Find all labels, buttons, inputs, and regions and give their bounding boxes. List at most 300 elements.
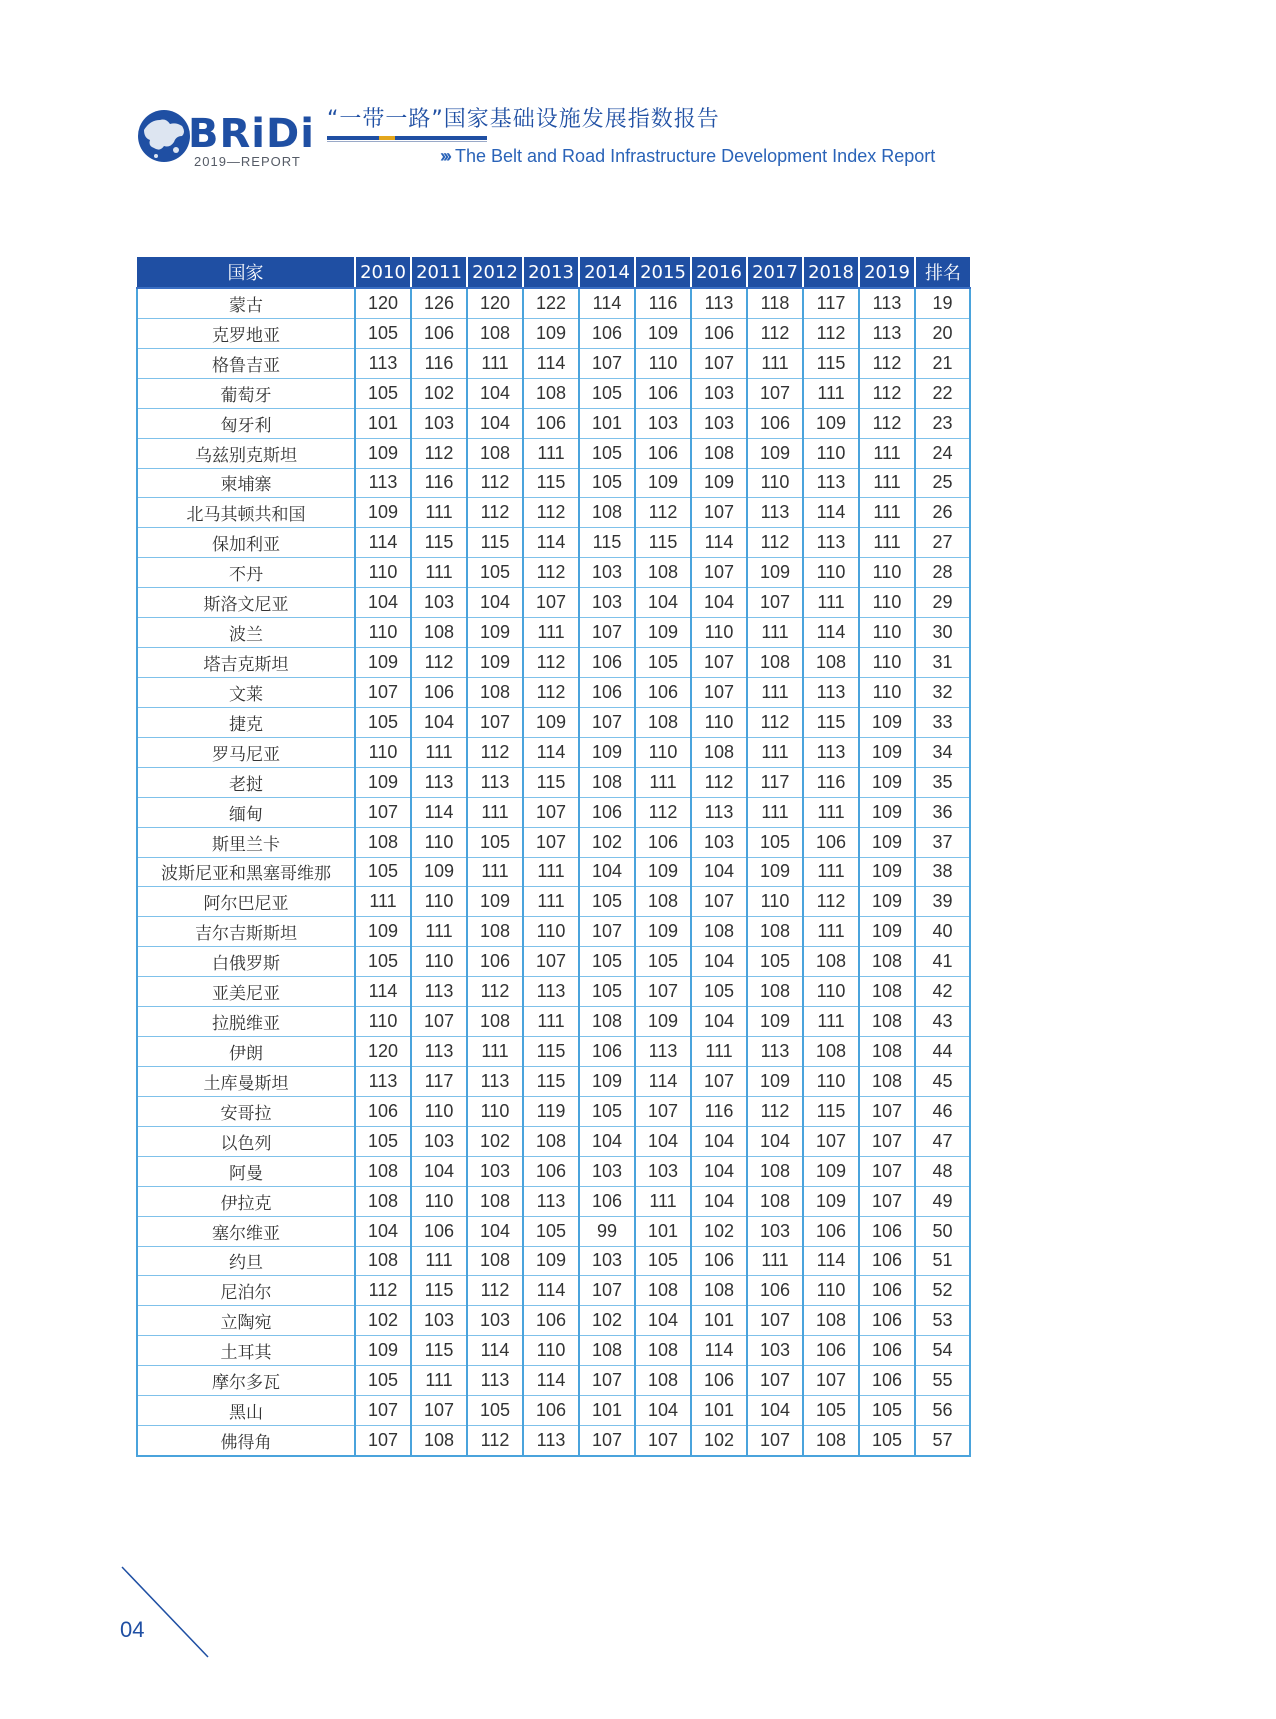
cell-score: 109 (747, 857, 803, 887)
cell-score: 110 (803, 438, 859, 468)
cell-rank: 28 (915, 558, 970, 588)
cell-score: 103 (747, 1216, 803, 1246)
cell-score: 112 (355, 1276, 411, 1306)
cell-score: 104 (691, 947, 747, 977)
cell-score: 107 (635, 1096, 691, 1126)
cell-rank: 51 (915, 1246, 970, 1276)
cell-score: 116 (803, 767, 859, 797)
cell-score: 111 (411, 917, 467, 947)
cell-score: 104 (355, 588, 411, 618)
cell-score: 103 (579, 1246, 635, 1276)
cell-score: 107 (859, 1186, 915, 1216)
cell-score: 111 (859, 438, 915, 468)
cell-score: 108 (635, 887, 691, 917)
cell-score: 114 (803, 498, 859, 528)
cell-score: 109 (467, 887, 523, 917)
table-row (137, 1186, 970, 1216)
cell-score: 114 (691, 1336, 747, 1366)
cell-score: 105 (355, 1366, 411, 1396)
cell-score: 109 (859, 857, 915, 887)
cell-score: 109 (803, 408, 859, 438)
cell-score: 111 (411, 1366, 467, 1396)
cell-country: 白俄罗斯 (137, 947, 355, 977)
table-row (137, 1007, 970, 1037)
cell-score: 103 (411, 408, 467, 438)
cell-score: 108 (467, 677, 523, 707)
cell-score: 108 (747, 648, 803, 678)
cell-score: 105 (859, 1396, 915, 1426)
cell-score: 109 (859, 917, 915, 947)
cell-country: 保加利亚 (137, 528, 355, 558)
cell-score: 110 (411, 1186, 467, 1216)
cell-score: 111 (859, 528, 915, 558)
cell-rank: 52 (915, 1276, 970, 1306)
cell-rank: 24 (915, 438, 970, 468)
cell-score: 109 (355, 917, 411, 947)
cell-score: 104 (579, 857, 635, 887)
cell-score: 106 (803, 1336, 859, 1366)
cell-score: 115 (523, 1037, 579, 1067)
cell-score: 107 (691, 677, 747, 707)
cell-score: 106 (859, 1246, 915, 1276)
cell-score: 106 (355, 1096, 411, 1126)
cell-score: 101 (355, 408, 411, 438)
cell-score: 102 (691, 1426, 747, 1456)
cell-score: 110 (691, 618, 747, 648)
cell-score: 110 (523, 1336, 579, 1366)
cell-rank: 44 (915, 1037, 970, 1067)
page-number: 04 (120, 1617, 145, 1642)
cell-score: 112 (467, 498, 523, 528)
cell-rank: 19 (915, 288, 970, 318)
column-header-year: 2012 (467, 257, 523, 288)
cell-score: 114 (635, 1066, 691, 1096)
cell-score: 109 (411, 857, 467, 887)
cell-score: 104 (635, 1306, 691, 1336)
cell-score: 105 (635, 648, 691, 678)
cell-score: 113 (635, 1037, 691, 1067)
cell-score: 111 (523, 618, 579, 648)
cell-score: 113 (859, 318, 915, 348)
cell-score: 107 (579, 1426, 635, 1456)
cell-score: 112 (411, 438, 467, 468)
cell-score: 111 (411, 558, 467, 588)
cell-rank: 22 (915, 378, 970, 408)
cell-score: 108 (691, 1276, 747, 1306)
cell-score: 114 (355, 977, 411, 1007)
cell-score: 104 (747, 1126, 803, 1156)
cell-score: 114 (523, 1276, 579, 1306)
cell-score: 112 (523, 677, 579, 707)
cell-score: 115 (579, 528, 635, 558)
cell-score: 99 (579, 1216, 635, 1246)
cell-score: 108 (411, 1426, 467, 1456)
table-row (137, 588, 970, 618)
cell-score: 104 (467, 378, 523, 408)
cell-score: 103 (579, 558, 635, 588)
cell-score: 115 (411, 1336, 467, 1366)
cell-score: 110 (803, 558, 859, 588)
cell-score: 104 (635, 1126, 691, 1156)
cell-score: 107 (355, 1396, 411, 1426)
cell-rank: 41 (915, 947, 970, 977)
cell-score: 112 (411, 648, 467, 678)
index-table (136, 257, 971, 1457)
table-row (137, 737, 970, 767)
cell-score: 110 (803, 1276, 859, 1306)
cell-country: 尼泊尔 (137, 1276, 355, 1306)
cell-score: 105 (467, 827, 523, 857)
cell-score: 110 (859, 677, 915, 707)
cell-score: 109 (355, 648, 411, 678)
cell-score: 103 (411, 1126, 467, 1156)
cell-country: 佛得角 (137, 1426, 355, 1456)
cell-score: 101 (635, 1216, 691, 1246)
cell-score: 112 (467, 737, 523, 767)
cell-score: 107 (523, 827, 579, 857)
cell-score: 107 (747, 1306, 803, 1336)
cell-score: 106 (467, 947, 523, 977)
cell-score: 107 (523, 947, 579, 977)
cell-country: 罗马尼亚 (137, 737, 355, 767)
table-body (137, 288, 970, 1456)
cell-country: 黑山 (137, 1396, 355, 1426)
cell-score: 104 (691, 1186, 747, 1216)
cell-score: 106 (859, 1336, 915, 1366)
cell-score: 112 (467, 1426, 523, 1456)
cell-score: 120 (355, 288, 411, 318)
title-underline (327, 136, 487, 140)
cell-score: 107 (691, 1066, 747, 1096)
cell-country: 亚美尼亚 (137, 977, 355, 1007)
cell-score: 110 (803, 977, 859, 1007)
cell-rank: 55 (915, 1366, 970, 1396)
cell-score: 111 (523, 887, 579, 917)
cell-score: 113 (803, 737, 859, 767)
cell-score: 114 (523, 528, 579, 558)
cell-rank: 38 (915, 857, 970, 887)
cell-score: 104 (635, 588, 691, 618)
cell-score: 112 (523, 648, 579, 678)
cell-country: 伊拉克 (137, 1186, 355, 1216)
cell-score: 113 (523, 1426, 579, 1456)
cell-score: 111 (747, 797, 803, 827)
report-title-en (440, 146, 935, 167)
cell-score: 110 (859, 648, 915, 678)
cell-score: 109 (803, 1186, 859, 1216)
cell-score: 103 (579, 1156, 635, 1186)
cell-rank: 26 (915, 498, 970, 528)
cell-score: 108 (859, 977, 915, 1007)
cell-rank: 50 (915, 1216, 970, 1246)
cell-score: 103 (411, 1306, 467, 1336)
table-row (137, 378, 970, 408)
cell-score: 104 (467, 1216, 523, 1246)
cell-score: 108 (579, 498, 635, 528)
cell-score: 113 (411, 1037, 467, 1067)
cell-score: 110 (355, 1007, 411, 1037)
column-header-year: 2015 (635, 257, 691, 288)
cell-score: 113 (355, 1066, 411, 1096)
cell-score: 103 (467, 1156, 523, 1186)
cell-score: 102 (355, 1306, 411, 1336)
cell-score: 107 (579, 1276, 635, 1306)
cell-score: 103 (467, 1306, 523, 1336)
table-row (137, 1276, 970, 1306)
cell-score: 106 (691, 1366, 747, 1396)
cell-score: 108 (411, 618, 467, 648)
cell-score: 116 (635, 288, 691, 318)
cell-score: 106 (523, 1396, 579, 1426)
cell-score: 104 (411, 1156, 467, 1186)
cell-score: 107 (411, 1396, 467, 1426)
cell-score: 102 (467, 1126, 523, 1156)
table-row (137, 677, 970, 707)
cell-score: 106 (691, 1246, 747, 1276)
cell-score: 108 (803, 1306, 859, 1336)
cell-score: 107 (691, 887, 747, 917)
cell-score: 104 (691, 588, 747, 618)
cell-score: 105 (355, 318, 411, 348)
table-row (137, 438, 970, 468)
cell-score: 111 (355, 887, 411, 917)
cell-country: 文莱 (137, 677, 355, 707)
cell-rank: 57 (915, 1426, 970, 1456)
column-header-year: 2014 (579, 257, 635, 288)
cell-score: 113 (355, 348, 411, 378)
cell-country: 土耳其 (137, 1336, 355, 1366)
column-header-year: 2010 (355, 257, 411, 288)
cell-score: 109 (355, 498, 411, 528)
cell-score: 115 (467, 528, 523, 558)
cell-score: 126 (411, 288, 467, 318)
column-header-year: 2017 (747, 257, 803, 288)
cell-score: 102 (411, 378, 467, 408)
cell-score: 107 (691, 498, 747, 528)
cell-score: 106 (579, 797, 635, 827)
cell-score: 114 (411, 797, 467, 827)
cell-score: 108 (691, 737, 747, 767)
title-divider (327, 141, 487, 142)
cell-score: 108 (523, 378, 579, 408)
column-header-year: 2016 (691, 257, 747, 288)
cell-country: 摩尔多瓦 (137, 1366, 355, 1396)
cell-score: 113 (355, 468, 411, 498)
cell-score: 122 (523, 288, 579, 318)
table-row (137, 648, 970, 678)
cell-score: 113 (803, 528, 859, 558)
cell-score: 107 (803, 1126, 859, 1156)
cell-score: 111 (635, 767, 691, 797)
cell-score: 113 (523, 977, 579, 1007)
cell-score: 111 (467, 348, 523, 378)
cell-rank: 30 (915, 618, 970, 648)
cell-score: 117 (803, 288, 859, 318)
cell-score: 107 (747, 1366, 803, 1396)
cell-score: 111 (859, 498, 915, 528)
cell-score: 114 (467, 1336, 523, 1366)
cell-score: 109 (859, 887, 915, 917)
cell-score: 109 (579, 737, 635, 767)
cell-score: 102 (579, 827, 635, 857)
logo-subtitle: 2019—REPORT (194, 154, 301, 169)
cell-score: 111 (803, 917, 859, 947)
table-row (137, 977, 970, 1007)
cell-rank: 46 (915, 1096, 970, 1126)
column-header-country: 国家 (137, 257, 355, 288)
cell-score: 115 (523, 767, 579, 797)
cell-score: 108 (803, 1037, 859, 1067)
cell-score: 103 (691, 827, 747, 857)
cell-score: 105 (579, 887, 635, 917)
table-row (137, 887, 970, 917)
cell-rank: 32 (915, 677, 970, 707)
table-header-row (137, 257, 970, 288)
cell-score: 111 (523, 857, 579, 887)
cell-score: 107 (859, 1126, 915, 1156)
cell-score: 108 (355, 827, 411, 857)
cell-country: 安哥拉 (137, 1096, 355, 1126)
cell-country: 斯里兰卡 (137, 827, 355, 857)
cell-score: 109 (859, 767, 915, 797)
column-header-rank: 排名 (915, 257, 970, 288)
cell-score: 108 (355, 1246, 411, 1276)
cell-score: 109 (747, 558, 803, 588)
cell-score: 111 (859, 468, 915, 498)
cell-score: 109 (467, 618, 523, 648)
cell-rank: 33 (915, 707, 970, 737)
cell-score: 111 (747, 348, 803, 378)
cell-country: 波斯尼亚和黑塞哥维那 (137, 857, 355, 887)
cell-score: 114 (803, 618, 859, 648)
cell-score: 108 (691, 917, 747, 947)
cell-score: 105 (579, 438, 635, 468)
cell-country: 缅甸 (137, 797, 355, 827)
cell-score: 109 (635, 917, 691, 947)
cell-score: 110 (411, 887, 467, 917)
cell-score: 105 (859, 1426, 915, 1456)
cell-score: 102 (691, 1216, 747, 1246)
cell-score: 109 (523, 1246, 579, 1276)
cell-score: 109 (635, 1007, 691, 1037)
table-row (137, 1306, 970, 1336)
cell-country: 土库曼斯坦 (137, 1066, 355, 1096)
cell-score: 107 (691, 348, 747, 378)
cell-score: 114 (579, 288, 635, 318)
cell-rank: 35 (915, 767, 970, 797)
cell-country: 立陶宛 (137, 1306, 355, 1336)
cell-score: 106 (859, 1276, 915, 1306)
cell-score: 108 (747, 977, 803, 1007)
cell-score: 118 (747, 288, 803, 318)
cell-country: 格鲁吉亚 (137, 348, 355, 378)
cell-score: 111 (467, 797, 523, 827)
cell-score: 107 (747, 1426, 803, 1456)
cell-rank: 25 (915, 468, 970, 498)
cell-score: 113 (411, 767, 467, 797)
cell-country: 以色列 (137, 1126, 355, 1156)
cell-score: 108 (635, 1366, 691, 1396)
cell-score: 106 (859, 1216, 915, 1246)
cell-score: 111 (635, 1186, 691, 1216)
cell-score: 115 (803, 1096, 859, 1126)
cell-score: 105 (355, 947, 411, 977)
cell-score: 101 (691, 1396, 747, 1426)
cell-score: 112 (859, 348, 915, 378)
cell-score: 105 (747, 947, 803, 977)
cell-score: 106 (635, 438, 691, 468)
cell-score: 106 (523, 408, 579, 438)
cell-score: 111 (467, 1037, 523, 1067)
cell-score: 106 (859, 1366, 915, 1396)
column-header-year: 2018 (803, 257, 859, 288)
cell-score: 104 (691, 1007, 747, 1037)
cell-score: 115 (803, 348, 859, 378)
cell-score: 116 (411, 348, 467, 378)
cell-score: 105 (747, 827, 803, 857)
cell-score: 104 (635, 1396, 691, 1426)
table-row (137, 618, 970, 648)
cell-score: 107 (579, 707, 635, 737)
cell-country: 捷克 (137, 707, 355, 737)
cell-score: 107 (523, 588, 579, 618)
cell-score: 110 (747, 468, 803, 498)
cell-score: 105 (803, 1396, 859, 1426)
table-row (137, 1336, 970, 1366)
cell-country: 克罗地亚 (137, 318, 355, 348)
cell-score: 106 (579, 1037, 635, 1067)
cell-score: 114 (803, 1246, 859, 1276)
cell-score: 108 (691, 438, 747, 468)
cell-rank: 40 (915, 917, 970, 947)
cell-score: 111 (803, 1007, 859, 1037)
cell-country: 北马其顿共和国 (137, 498, 355, 528)
cell-score: 115 (635, 528, 691, 558)
cell-score: 109 (747, 1007, 803, 1037)
cell-score: 108 (635, 707, 691, 737)
cell-score: 103 (411, 588, 467, 618)
cell-score: 112 (859, 408, 915, 438)
cell-score: 113 (859, 288, 915, 318)
cell-score: 108 (467, 318, 523, 348)
cell-score: 110 (467, 1096, 523, 1126)
cell-score: 106 (411, 677, 467, 707)
cell-score: 111 (803, 378, 859, 408)
cell-score: 104 (579, 1126, 635, 1156)
cell-score: 109 (579, 1066, 635, 1096)
cell-country: 斯洛文尼亚 (137, 588, 355, 618)
cell-score: 115 (803, 707, 859, 737)
cell-score: 119 (523, 1096, 579, 1126)
cell-score: 120 (467, 288, 523, 318)
column-header-year: 2013 (523, 257, 579, 288)
cell-rank: 48 (915, 1156, 970, 1186)
cell-score: 120 (355, 1037, 411, 1067)
cell-score: 117 (411, 1066, 467, 1096)
cell-score: 108 (747, 917, 803, 947)
cell-score: 107 (747, 588, 803, 618)
cell-score: 111 (747, 618, 803, 648)
cell-score: 112 (467, 1276, 523, 1306)
cell-score: 106 (691, 318, 747, 348)
cell-score: 105 (635, 1246, 691, 1276)
cell-score: 108 (579, 767, 635, 797)
cell-score: 101 (691, 1306, 747, 1336)
cell-score: 113 (691, 797, 747, 827)
cell-score: 103 (691, 408, 747, 438)
cell-score: 108 (467, 917, 523, 947)
cell-score: 105 (355, 378, 411, 408)
